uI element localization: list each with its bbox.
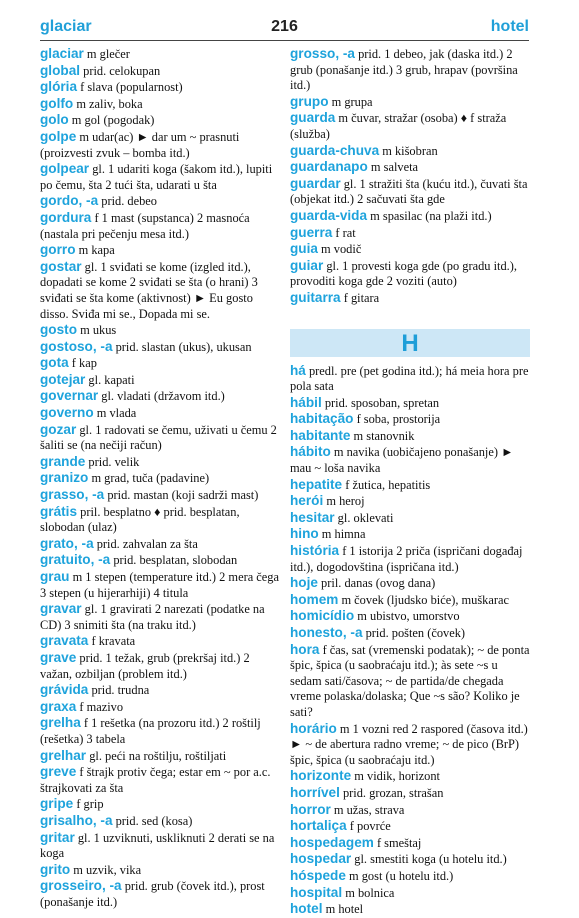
right-column (290, 46, 530, 918)
definition: prid. grub (čovek itd.), prost (ponašanje itd.) (40, 879, 265, 909)
headword: governo (40, 405, 94, 421)
headword: gotejar (40, 371, 86, 387)
dictionary-entry (40, 388, 280, 405)
definition: f žutica, hepatitis (342, 477, 431, 492)
headword: hábito (290, 444, 331, 460)
headword: guiar (290, 257, 324, 273)
section-letter: H (401, 329, 419, 357)
dictionary-entry (40, 355, 280, 372)
dictionary-entry (40, 862, 280, 879)
definition: predl. pre (pet godina itd.); há meia hora pre pola sata (290, 363, 529, 394)
headword: horário (290, 720, 337, 736)
headword: habitação (290, 411, 354, 427)
dictionary-entry (40, 112, 280, 129)
dictionary-entry (290, 642, 530, 721)
definition: m bolnica (342, 885, 395, 900)
dictionary-entry (40, 210, 280, 242)
headword: guitarra (290, 289, 341, 305)
dictionary-entry (40, 161, 280, 193)
headword: gordura (40, 209, 92, 225)
dictionary-entry (290, 592, 530, 609)
definition: gl. 1 radovati se čemu, uživati u čemu 2 šaliti se (na nečiji račun) (40, 422, 277, 453)
dictionary-entry (290, 802, 530, 819)
dictionary-entry (290, 768, 530, 785)
dictionary-entry (40, 96, 280, 113)
definition: gl. 1 provesti koga gde (po gradu itd.), provoditi koga gde 2 voziti (auto) (290, 258, 517, 289)
dictionary-entry (40, 79, 280, 96)
headword: habitante (290, 427, 351, 443)
dictionary-entry (40, 650, 280, 682)
dictionary-entry (290, 143, 530, 160)
dictionary-entry (40, 339, 280, 356)
dictionary-entry (290, 721, 530, 769)
dictionary-entry (40, 536, 280, 553)
definition: gl. 1 udariti koga (šakom itd.), lupiti po čemu, šta 2 tući šta, udarati u šta (40, 162, 273, 192)
dictionary-entry (290, 851, 530, 868)
headword: grupo (290, 93, 329, 109)
dictionary-entry (290, 785, 530, 802)
definition: m heroj (323, 494, 365, 509)
headword: grande (40, 453, 86, 469)
dictionary-entry (290, 411, 530, 428)
dictionary-entry (290, 94, 530, 111)
headword: granizo (40, 470, 89, 486)
definition: gl. kapati (85, 372, 135, 387)
definition: f 1 rešetka (na prozoru itd.) 2 roštilj (rešetka) 3 tabela (40, 716, 261, 746)
headword: governar (40, 388, 99, 404)
definition: gl. oklevati (334, 510, 394, 525)
dictionary-entry (290, 818, 530, 835)
definition: m ubistvo, umorstvo (354, 609, 460, 624)
headword: hepatite (290, 476, 343, 492)
definition: m čuvar, stražar (osoba) ♦ f straža (služba) (290, 111, 507, 141)
definition: m gost (u hotelu itd.) (345, 868, 454, 883)
definition: f mazivo (76, 699, 124, 714)
definition: m navika (uobičajeno ponašanje) ► mau ~ loša navika (290, 445, 514, 476)
dictionary-entry (40, 63, 280, 80)
definition: m hotel (322, 902, 364, 917)
headword: grosseiro, -a (40, 878, 122, 894)
dictionary-entry (40, 813, 280, 830)
headword: gratuito, -a (40, 552, 111, 568)
headword: honesto, -a (290, 625, 363, 640)
definition: prid. sposoban, spretan (321, 395, 440, 410)
headword: herói (290, 493, 324, 509)
entries-g (290, 46, 530, 307)
headword: gostoso, -a (40, 338, 113, 354)
headword: gravata (40, 633, 89, 649)
headword: golo (40, 112, 69, 128)
headword: grau (40, 569, 70, 584)
headword: horrível (290, 784, 340, 800)
definition: gl. vladati (državom itd.) (98, 389, 225, 404)
headword: greve (40, 764, 77, 780)
headword: grelhar (40, 747, 87, 763)
dictionary-entry (40, 322, 280, 339)
definition: m ukus (77, 323, 117, 338)
definition: m vodič (317, 242, 362, 257)
dictionary-entry (40, 470, 280, 487)
definition: f kap (68, 356, 97, 371)
headword: grávida (40, 682, 89, 698)
dictionary-entry (40, 601, 280, 633)
headword: grave (40, 649, 77, 665)
dictionary-entry (290, 608, 530, 625)
definition: f 1 istorija 2 priča (ispričani događaj itd.), dogodovština (ispričana itd.) (290, 544, 523, 574)
headword: hábil (290, 394, 322, 410)
headword: guerra (290, 224, 333, 240)
definition: prid. grozan, strašan (339, 785, 444, 800)
headword: guarda (290, 110, 336, 126)
headword: horizonte (290, 768, 352, 784)
headword: hino (290, 526, 319, 542)
definition: m glečer (83, 47, 130, 61)
dictionary-entry (40, 487, 280, 504)
headword: hospedar (290, 851, 352, 867)
dictionary-entry (40, 372, 280, 389)
dictionary-entry (290, 543, 530, 575)
dictionary-entry (290, 241, 530, 258)
definition: prid. celokupan (80, 63, 161, 78)
headword: global (40, 62, 81, 78)
definition: pril. besplatno ♦ prid. besplatan, slobodan (ulaz) (40, 504, 240, 535)
definition: m čovek (ljudsko biće), muškarac (338, 592, 510, 607)
definition: f štrajk protiv čega; estar em ~ por a.c. štrajkovati za šta (40, 765, 271, 795)
dictionary-entry (40, 715, 280, 747)
definition: m vlada (93, 406, 137, 421)
dictionary-entry (290, 363, 530, 395)
definition: gl. smestiti koga (u hotelu itd.) (351, 852, 507, 867)
dictionary-entry (40, 193, 280, 210)
definition: prid. velik (85, 454, 140, 469)
dictionary-entry (290, 208, 530, 225)
headword: gritar (40, 829, 75, 845)
headword: gostar (40, 258, 82, 274)
definition: prid. 1 težak, grub (prekršaj itd.) 2 važan, ozbiljan (problem itd.) (40, 650, 250, 681)
dictionary-entry (290, 290, 530, 307)
headword: gravar (40, 601, 82, 617)
definition: f grip (73, 797, 104, 812)
headword: horror (290, 801, 331, 817)
headword: guarda-vida (290, 207, 368, 223)
dictionary-entry (290, 159, 530, 176)
header-rule (40, 40, 529, 41)
definition: m grupa (328, 94, 373, 109)
dictionary-entry (40, 748, 280, 765)
headword: guardar (290, 175, 341, 191)
headword: gripe (40, 796, 74, 812)
last-guide-word: hotel (490, 18, 529, 35)
headword: há (290, 362, 306, 378)
definition: pril. danas (ovog dana) (317, 576, 436, 591)
headword: hóspede (290, 867, 346, 883)
definition: m spasilac (na plaži itd.) (367, 208, 492, 223)
headword: homem (290, 591, 339, 607)
dictionary-entry (290, 46, 530, 94)
definition: prid. besplatan, slobodan (110, 553, 238, 568)
dictionary-entry (290, 835, 530, 852)
dictionary-entry (40, 552, 280, 569)
page-number: 216 (271, 18, 298, 35)
dictionary-entry (40, 454, 280, 471)
left-column (40, 46, 280, 910)
definition: m grad, tuča (padavine) (88, 471, 210, 486)
definition: prid. 1 debeo, jak (daska itd.) 2 grub (ponašanje itd.) 3 grub, hrapav (površina itd.) (290, 47, 518, 93)
definition: f kravata (88, 634, 136, 649)
headword: gozar (40, 421, 77, 437)
dictionary-entry (40, 504, 280, 536)
dictionary-entry (290, 395, 530, 412)
dictionary-entry (290, 510, 530, 527)
headword: grátis (40, 503, 78, 519)
dictionary-entry (40, 259, 280, 322)
dictionary-entry (290, 444, 530, 476)
headword: glaciar (40, 46, 84, 61)
definition: gl. 1 sviđati se kome (izgled itd.), dopadati se kome 2 sviđati se šta (o hrani) 3 sviđati se šta kome (aktivnost) ► Eu gosto disso. Sviđa mi se., Dopada mi se. (40, 259, 258, 321)
dictionary-entry (40, 569, 280, 601)
definition: prid. pošten (čovek) (362, 626, 466, 640)
headword: guia (290, 241, 318, 257)
definition: m himna (318, 527, 366, 542)
dictionary-entry (290, 868, 530, 885)
headword: hospedagem (290, 834, 374, 850)
headword: grelha (40, 715, 81, 731)
first-guide-word: glaciar (40, 18, 92, 35)
definition: gl. 1 gravirati 2 narezati (podatke na CD) 3 snimiti šta (na traku itd.) (40, 602, 265, 632)
definition: prid. slastan (ukus), ukusan (112, 339, 252, 354)
section-banner (290, 329, 530, 357)
dictionary-entry (290, 885, 530, 902)
definition: f slava (popularnost) (77, 80, 183, 95)
definition: gl. 1 uzviknuti, uskliknuti 2 derati se na koga (40, 830, 275, 861)
dictionary-entry (40, 764, 280, 796)
definition: m udar(ac) ► dar um ~ prasnuti (proizvesti zvuk – bomba itd.) (40, 129, 240, 160)
dictionary-entry (290, 901, 530, 918)
dictionary-entry (290, 428, 530, 445)
definition: prid. trudna (88, 683, 150, 698)
headword: grito (40, 861, 71, 877)
definition: prid. zahvalan za šta (93, 536, 198, 551)
definition: f smeštaj (373, 835, 422, 850)
headword: grato, -a (40, 535, 94, 551)
headword: homicídio (290, 608, 355, 624)
definition: m 1 vozni red 2 raspored (časova itd.) ► ~ de abertura radno vreme; ~ de pico (BrP) špic, špica (u saobraćaju itd.) (290, 721, 528, 767)
headword: hospital (290, 884, 343, 900)
definition: f 1 mast (supstanca) 2 masnoća (nastala pri pečenju mesa itd.) (40, 210, 250, 241)
definition: m kišobran (379, 143, 438, 158)
dictionary-entry (290, 526, 530, 543)
headword: guarda-chuva (290, 142, 380, 158)
definition: gl. 1 stražiti šta (kuću itd.), čuvati šta (objekat itd.) 2 sačuvati šta gde (290, 176, 528, 207)
definition: m kapa (75, 243, 115, 258)
headword: gota (40, 355, 69, 371)
dictionary-entry (290, 258, 530, 290)
definition: m 1 stepen (temperature itd.) 2 mera čega 3 stepen (u hijerarhiji) 4 titula (40, 570, 279, 600)
dictionary-entry (40, 129, 280, 161)
headword: guardanapo (290, 159, 368, 175)
headword: grasso, -a (40, 487, 105, 503)
headword: hesitar (290, 509, 335, 525)
definition: f gitara (340, 290, 380, 305)
definition: m salveta (367, 160, 419, 175)
headword: gordo, -a (40, 193, 99, 209)
dictionary-entry (40, 242, 280, 259)
headword: grisalho, -a (40, 812, 113, 828)
headword: hora (290, 641, 320, 657)
headword: graxa (40, 698, 77, 714)
dictionary-entry (40, 46, 280, 63)
definition: m stanovnik (350, 428, 415, 443)
dictionary-entry (40, 699, 280, 716)
dictionary-entry (40, 633, 280, 650)
definition: m vidik, horizont (351, 769, 440, 784)
definition: gl. peći na roštilju, roštiljati (86, 748, 227, 763)
dictionary-entry (290, 575, 530, 592)
dictionary-entry (40, 830, 280, 862)
headword: gorro (40, 242, 76, 258)
dictionary-entry (290, 225, 530, 242)
dictionary-entry (290, 493, 530, 510)
definition: f čas, sat (vremenski podatak); ~ de ponta špic, špica (u saobraćaju itd.); às sete ~s u sedam sati/časova; ~ de partida/de chegada vreme polaska/dolaska; Que ~s são? Koliko je sati? (290, 642, 530, 719)
headword: história (290, 543, 340, 559)
dictionary-entry (40, 405, 280, 422)
definition: m gol (pogodak) (68, 113, 155, 128)
headword: hoje (290, 575, 318, 591)
dictionary-entry (290, 110, 530, 142)
dictionary-entry (40, 682, 280, 699)
definition: prid. debeo (98, 194, 157, 209)
definition: prid. sed (kosa) (112, 813, 193, 828)
headword: hotel (290, 901, 323, 917)
definition: m uzvik, vika (70, 862, 142, 877)
headword: golpear (40, 161, 90, 177)
definition: prid. mastan (koji sadrži mast) (104, 488, 259, 503)
entries-h (290, 363, 530, 918)
headword: gosto (40, 322, 77, 338)
headword: hortaliça (290, 818, 347, 834)
dictionary-entry (40, 422, 280, 454)
headword: golpe (40, 128, 77, 144)
definition: m užas, strava (330, 802, 405, 817)
dictionary-entry (290, 176, 530, 208)
dictionary-entry (290, 477, 530, 494)
headword: glória (40, 79, 78, 95)
definition: f povrće (346, 819, 391, 834)
page-header (40, 18, 529, 36)
headword: golfo (40, 95, 74, 111)
definition: m zaliv, boka (73, 96, 143, 111)
dictionary-entry (40, 878, 280, 910)
dictionary-entry (40, 796, 280, 813)
dictionary-entry (290, 625, 530, 642)
headword: grosso, -a (290, 46, 355, 61)
definition: f soba, prostorija (353, 412, 441, 427)
definition: f rat (332, 225, 356, 240)
